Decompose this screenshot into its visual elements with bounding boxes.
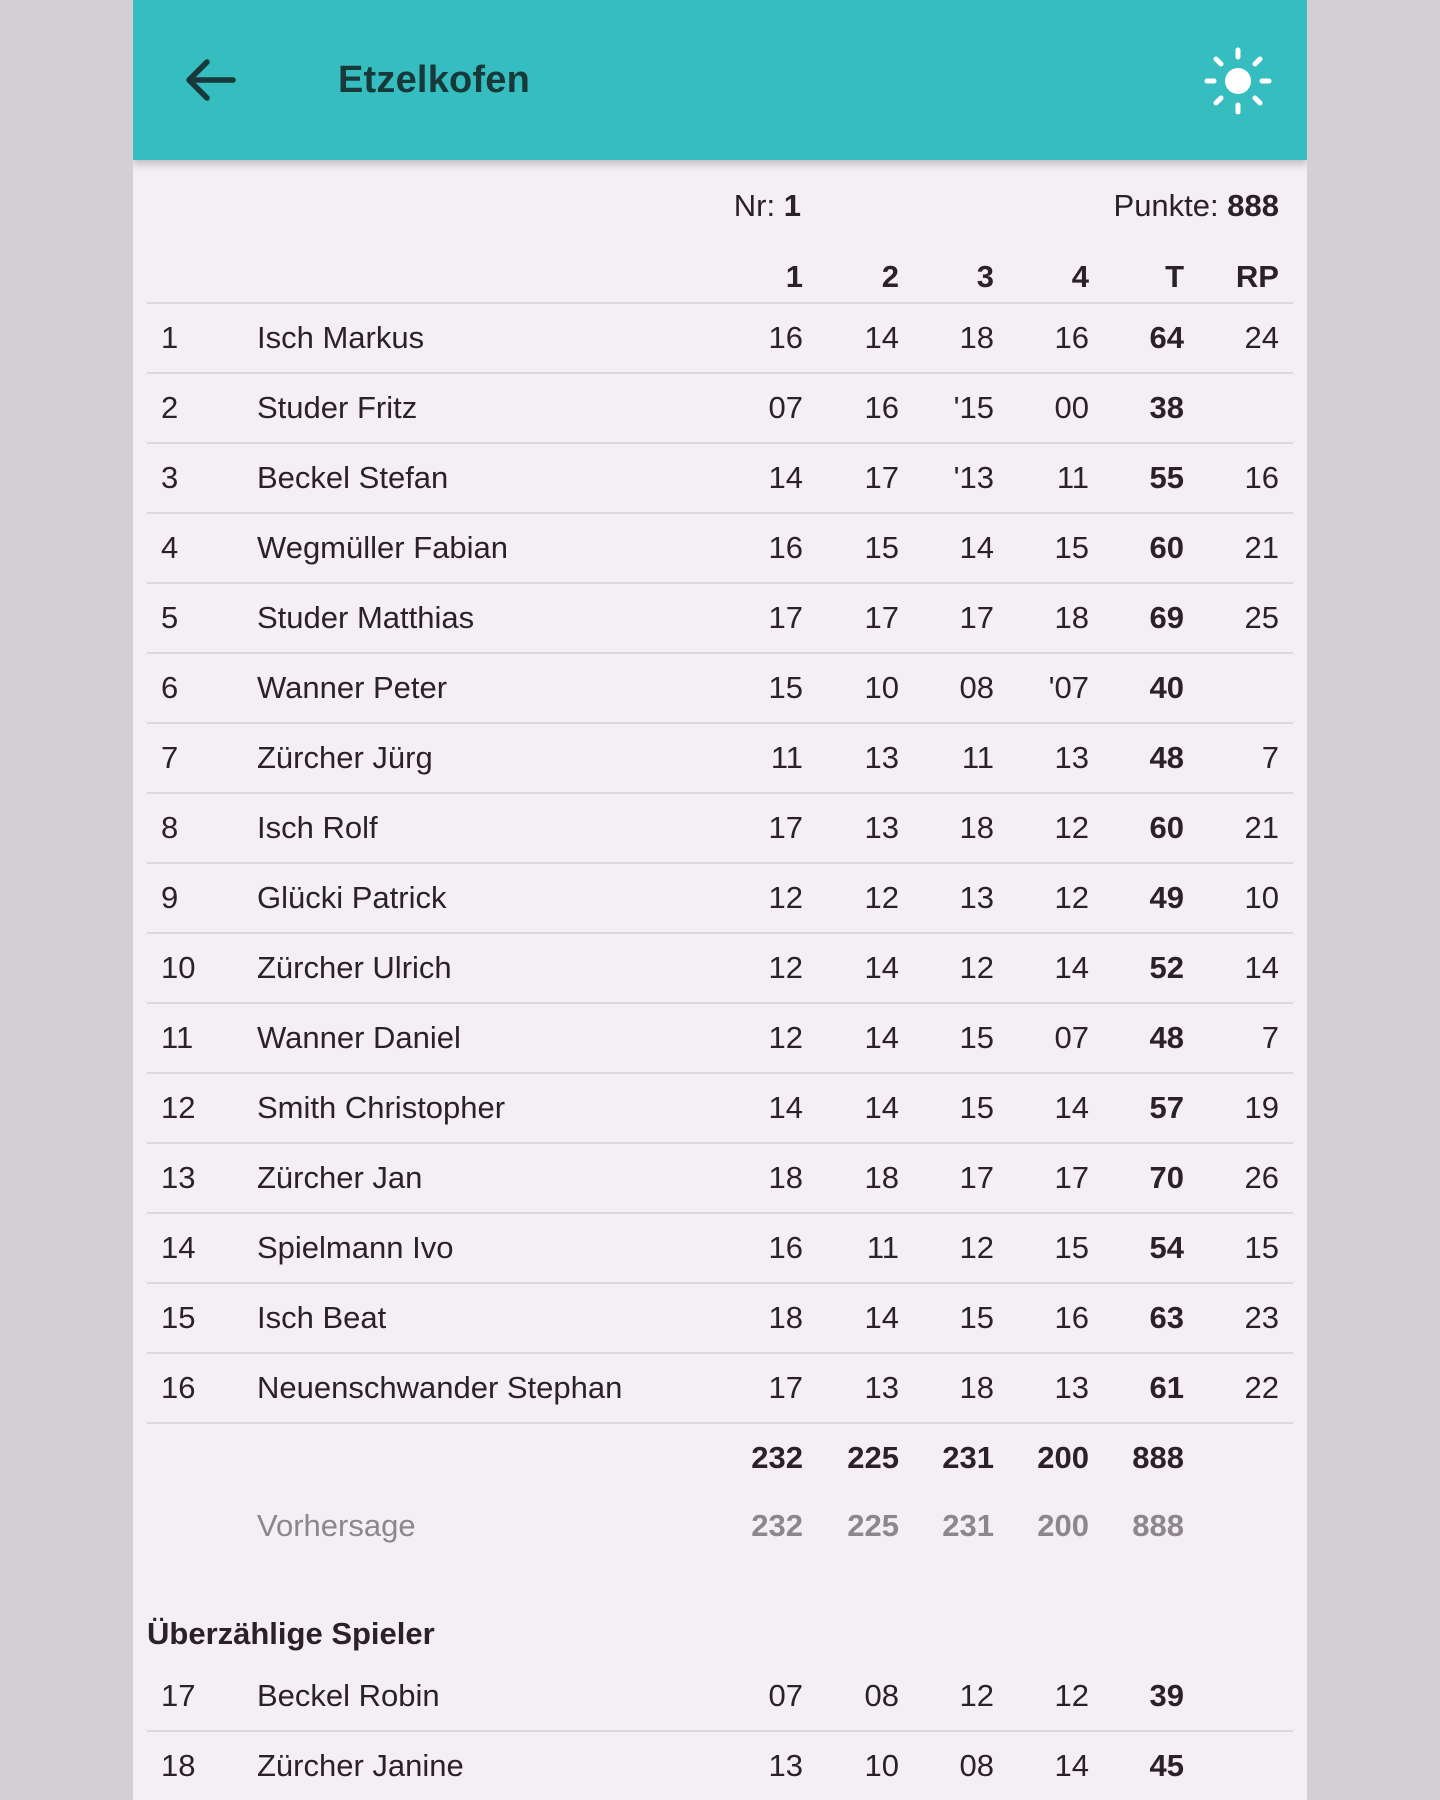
rp-cell: 25 (1244, 600, 1279, 635)
forecast-cell: 232 (751, 1508, 803, 1543)
score-cell: 16 (1054, 1300, 1089, 1335)
score-cell: 13 (864, 1370, 899, 1405)
score-cell: 11 (961, 740, 994, 775)
total-cell: 48 (1149, 740, 1184, 775)
rp-cell: 19 (1244, 1090, 1279, 1125)
table-row[interactable] (147, 1074, 1293, 1144)
total-cell: 38 (1149, 390, 1184, 425)
player-name: Smith Christopher (257, 1090, 506, 1125)
player-name: Zürcher Ulrich (257, 950, 452, 985)
score-cell: 17 (768, 600, 803, 635)
score-cell: 14 (768, 460, 803, 495)
score-cell: 08 (959, 1748, 994, 1783)
score-cell: 18 (959, 810, 994, 845)
rank-cell: 17 (161, 1678, 196, 1713)
score-cell: 18 (768, 1160, 803, 1195)
score-cell: 17 (1054, 1160, 1089, 1195)
score-cell: 17 (768, 1370, 803, 1405)
total-cell: 64 (1149, 320, 1184, 355)
total-cell: 61 (1149, 1370, 1184, 1405)
score-cell: 13 (864, 740, 899, 775)
total-cell: 232 (751, 1440, 803, 1475)
score-cell: 15 (1054, 530, 1089, 565)
rp-cell: 23 (1244, 1300, 1279, 1335)
score-cell: 17 (959, 1160, 994, 1195)
player-name: Isch Beat (257, 1300, 387, 1335)
total-cell: 888 (1132, 1440, 1184, 1475)
score-cell: 12 (959, 1230, 994, 1265)
score-cell: 15 (959, 1300, 994, 1335)
score-cell: 13 (959, 880, 994, 915)
scores-content (147, 160, 1293, 1800)
score-cell: 07 (768, 1678, 803, 1713)
score-cell: 16 (768, 1230, 803, 1265)
rank-cell: 4 (161, 530, 179, 565)
total-cell: 49 (1149, 880, 1184, 915)
total-cell: 200 (1037, 1440, 1089, 1475)
app-bar (133, 0, 1307, 160)
rank-cell: 2 (161, 390, 179, 425)
score-cell: 07 (1054, 1020, 1089, 1055)
total-cell: 48 (1149, 1020, 1184, 1055)
table-row[interactable] (147, 864, 1293, 934)
player-name: Wanner Daniel (257, 1020, 461, 1055)
score-cell: '07 (1048, 670, 1089, 705)
column-header: 1 (785, 259, 803, 294)
score-cell: 08 (864, 1678, 899, 1713)
player-name: Isch Rolf (257, 810, 378, 845)
team-points: Punkte: 888 (1113, 188, 1279, 223)
rank-cell: 18 (161, 1748, 196, 1783)
score-cell: 13 (768, 1748, 803, 1783)
rp-cell: 7 (1261, 1020, 1279, 1055)
player-name: Beckel Stefan (257, 460, 449, 495)
forecast-cell: 200 (1037, 1508, 1089, 1543)
player-name: Zürcher Janine (257, 1748, 464, 1783)
score-cell: 12 (768, 1020, 803, 1055)
score-cell: 14 (1054, 1748, 1089, 1783)
rank-cell: 1 (161, 320, 179, 355)
score-cell: 17 (768, 810, 803, 845)
score-cell: 17 (864, 460, 899, 495)
column-header: 4 (1071, 259, 1089, 294)
forecast-label: Vorhersage (257, 1508, 416, 1543)
total-cell: 231 (942, 1440, 994, 1475)
table-row[interactable] (147, 654, 1293, 724)
table-row[interactable] (147, 794, 1293, 864)
table-row[interactable] (147, 444, 1293, 514)
table-row[interactable] (147, 934, 1293, 1004)
rp-cell: 16 (1244, 460, 1279, 495)
score-cell: 15 (959, 1090, 994, 1125)
score-cell: '13 (953, 460, 994, 495)
score-cell: 13 (1054, 740, 1089, 775)
score-cell: '15 (953, 390, 994, 425)
score-cell: 17 (864, 600, 899, 635)
rank-cell: 3 (161, 460, 179, 495)
rp-cell: 14 (1244, 950, 1279, 985)
rank-cell: 10 (161, 950, 196, 985)
rp-cell: 7 (1261, 740, 1279, 775)
score-cell: 13 (864, 810, 899, 845)
player-name: Wegmüller Fabian (257, 530, 508, 565)
info-row (147, 160, 1293, 252)
score-cell: 11 (866, 1230, 899, 1265)
table-row[interactable] (147, 1354, 1293, 1424)
total-cell: 63 (1149, 1300, 1184, 1335)
table-row[interactable] (147, 1284, 1293, 1354)
rank-cell: 13 (161, 1160, 196, 1195)
player-name: Beckel Robin (257, 1678, 440, 1713)
score-cell: 18 (959, 320, 994, 355)
score-cell: 15 (1054, 1230, 1089, 1265)
score-cell: 18 (768, 1300, 803, 1335)
table-row[interactable] (147, 1662, 1293, 1732)
score-cell: 14 (864, 1020, 899, 1055)
rp-cell: 10 (1244, 880, 1279, 915)
rank-cell: 9 (161, 880, 179, 915)
sun-icon[interactable] (1203, 46, 1273, 116)
app-screen (133, 0, 1307, 1800)
total-cell: 70 (1149, 1160, 1184, 1195)
extra-players-title: Überzählige Spieler (147, 1616, 435, 1651)
rank-cell: 7 (161, 740, 179, 775)
rp-cell: 15 (1244, 1230, 1279, 1265)
rp-cell: 22 (1244, 1370, 1279, 1405)
score-cell: 15 (959, 1020, 994, 1055)
rank-cell: 16 (161, 1370, 196, 1405)
column-header: 3 (976, 259, 994, 294)
score-cell: 16 (1054, 320, 1089, 355)
score-cell: 14 (1054, 1090, 1089, 1125)
score-cell: 13 (1054, 1370, 1089, 1405)
column-header: T (1165, 259, 1184, 294)
score-cell: 12 (959, 1678, 994, 1713)
score-cell: 14 (959, 530, 994, 565)
score-cell: 14 (864, 1300, 899, 1335)
score-cell: 10 (864, 670, 899, 705)
score-cell: 14 (1054, 950, 1089, 985)
page-title: Etzelkofen (338, 59, 531, 101)
score-cell: 15 (768, 670, 803, 705)
column-header: 2 (881, 259, 899, 294)
score-cell: 14 (864, 320, 899, 355)
total-cell: 60 (1149, 530, 1184, 565)
table-row[interactable] (147, 514, 1293, 584)
score-cell: 08 (959, 670, 994, 705)
player-name: Studer Matthias (257, 600, 475, 635)
total-cell: 69 (1149, 600, 1184, 635)
score-cell: 16 (768, 320, 803, 355)
table-row[interactable] (147, 1732, 1293, 1800)
arrow-left-icon[interactable] (181, 50, 241, 110)
rank-cell: 12 (161, 1090, 196, 1125)
total-cell: 52 (1149, 950, 1184, 985)
column-header: RP (1235, 259, 1279, 294)
total-cell: 57 (1149, 1090, 1184, 1125)
score-cell: 12 (768, 880, 803, 915)
player-name: Zürcher Jürg (257, 740, 433, 775)
forecast-cell: 225 (847, 1508, 899, 1543)
extra-player-list (147, 1662, 1293, 1800)
table-row[interactable] (147, 304, 1293, 374)
rp-cell: 24 (1244, 320, 1279, 355)
score-cell: 16 (768, 530, 803, 565)
rp-cell: 26 (1244, 1160, 1279, 1195)
totals-row (147, 1424, 1293, 1492)
total-cell: 40 (1149, 670, 1184, 705)
total-cell: 54 (1149, 1230, 1184, 1265)
forecast-cell: 888 (1132, 1508, 1184, 1543)
score-cell: 07 (768, 390, 803, 425)
table-header (147, 252, 1293, 304)
rank-cell: 14 (161, 1230, 196, 1265)
table-row[interactable] (147, 724, 1293, 794)
score-cell: 12 (1054, 1678, 1089, 1713)
score-cell: 12 (864, 880, 899, 915)
rank-cell: 15 (161, 1300, 196, 1335)
score-cell: 18 (1054, 600, 1089, 635)
rp-cell: 21 (1244, 530, 1279, 565)
table-row[interactable] (147, 1004, 1293, 1074)
score-cell: 17 (959, 600, 994, 635)
player-name: Wanner Peter (257, 670, 448, 705)
score-cell: 14 (864, 1090, 899, 1125)
score-cell: 16 (864, 390, 899, 425)
score-cell: 14 (864, 950, 899, 985)
total-cell: 55 (1149, 460, 1184, 495)
player-list (147, 304, 1293, 1424)
player-name: Studer Fritz (257, 390, 418, 425)
score-cell: 00 (1054, 390, 1089, 425)
total-cell: 60 (1149, 810, 1184, 845)
score-cell: 11 (770, 740, 803, 775)
forecast-row (147, 1492, 1293, 1560)
score-cell: 12 (1054, 880, 1089, 915)
player-name: Spielmann Ivo (257, 1230, 454, 1265)
team-number: Nr: 1 (733, 188, 801, 223)
player-name: Glücki Patrick (257, 880, 447, 915)
score-cell: 18 (959, 1370, 994, 1405)
table-row[interactable] (147, 374, 1293, 444)
total-cell: 39 (1149, 1678, 1184, 1713)
player-name: Zürcher Jan (257, 1160, 423, 1195)
player-name: Neuenschwander Stephan (257, 1370, 623, 1405)
score-cell: 12 (1054, 810, 1089, 845)
rank-cell: 8 (161, 810, 179, 845)
table-row[interactable] (147, 584, 1293, 654)
player-name: Isch Markus (257, 320, 425, 355)
score-cell: 18 (864, 1160, 899, 1195)
rank-cell: 6 (161, 670, 179, 705)
rank-cell: 11 (161, 1020, 194, 1055)
score-cell: 12 (959, 950, 994, 985)
rp-cell: 21 (1244, 810, 1279, 845)
total-cell: 225 (847, 1440, 899, 1475)
total-cell: 45 (1149, 1748, 1184, 1783)
rank-cell: 5 (161, 600, 179, 635)
table-row[interactable] (147, 1144, 1293, 1214)
score-cell: 15 (864, 530, 899, 565)
score-cell: 14 (768, 1090, 803, 1125)
forecast-cell: 231 (942, 1508, 994, 1543)
score-cell: 12 (768, 950, 803, 985)
score-cell: 11 (1056, 460, 1089, 495)
table-row[interactable] (147, 1214, 1293, 1284)
score-cell: 10 (864, 1748, 899, 1783)
